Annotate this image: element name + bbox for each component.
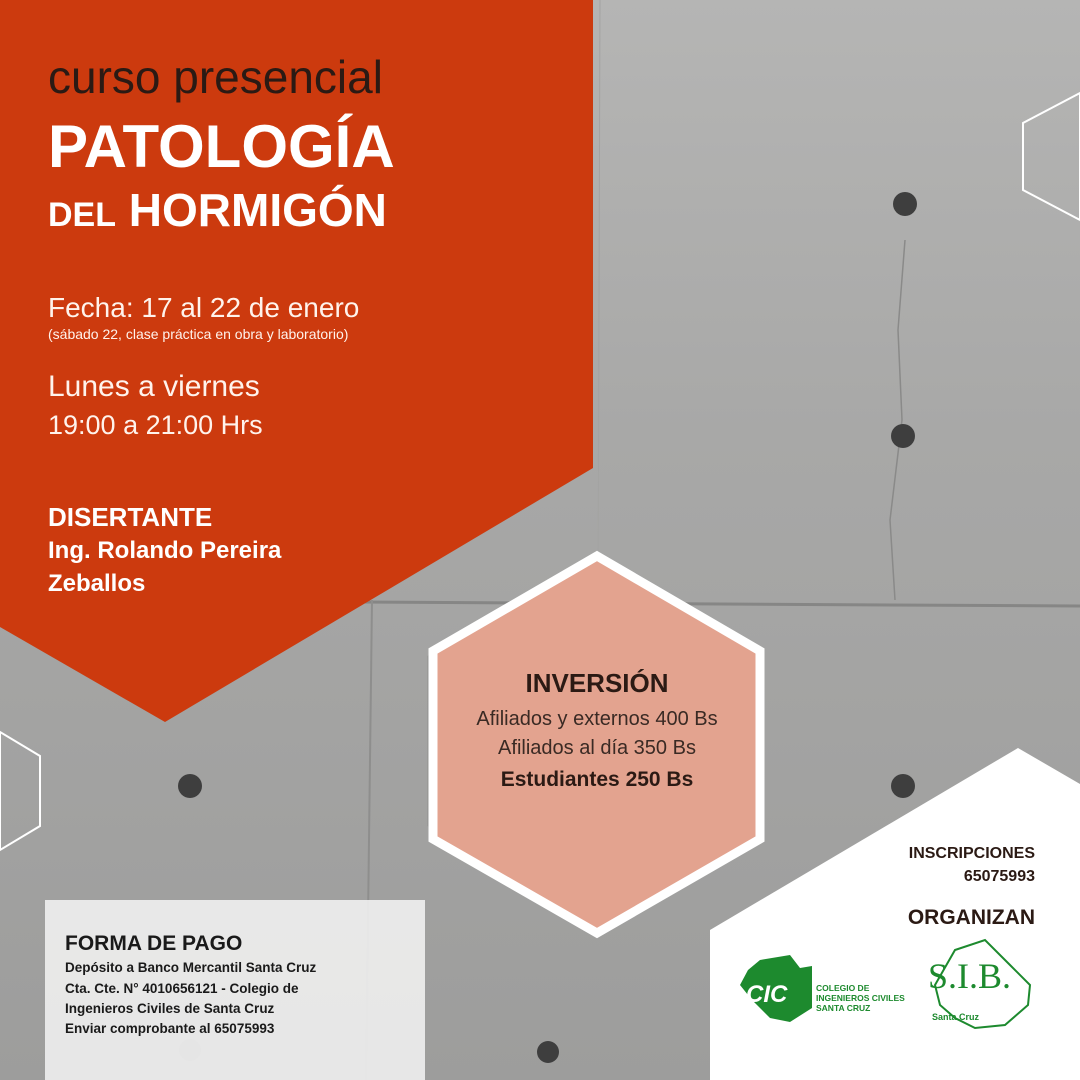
tie-hole (891, 774, 915, 798)
speaker-name: Ing. Rolando Pereira (48, 537, 282, 564)
organizers-label: ORGANIZAN (907, 906, 1035, 929)
investment-price-students: Estudiantes 250 Bs (500, 768, 694, 791)
investment-title: INVERSIÓN (525, 668, 669, 698)
outline-hexagon (0, 732, 40, 850)
tie-hole (893, 192, 917, 216)
speaker-name-line2: Zeballos (48, 570, 146, 597)
tie-hole (891, 424, 915, 448)
course-hours: 19:00 a 21:00 Hrs (48, 410, 263, 440)
course-date: Fecha: 17 al 22 de enero (48, 292, 360, 323)
sib-logo-text: S.I.B. (928, 956, 1012, 996)
speaker-heading: DISERTANTE (48, 502, 213, 532)
wall-crack (890, 240, 905, 600)
payment-line: Cta. Cte. N° 4010656121 - Colegio de (65, 981, 299, 996)
investment-price-affiliates-external: Afiliados y externos 400 Bs (476, 708, 718, 730)
registration-phone: 65075993 (963, 868, 1035, 885)
tie-hole (178, 774, 202, 798)
course-title: PATOLOGÍA (48, 113, 395, 180)
payment-heading: FORMA DE PAGO (65, 932, 243, 955)
payment-line: Ingenieros Civiles de Santa Cruz (65, 1001, 275, 1016)
outline-hexagon (1023, 93, 1080, 220)
investment-price-affiliates-current: Afiliados al día 350 Bs (498, 737, 696, 759)
course-days: Lunes a viernes (48, 370, 260, 403)
title-del: DEL (48, 196, 116, 234)
payment-line: Enviar comprobante al 65075993 (65, 1021, 275, 1036)
cic-logo-text: CIC (746, 981, 788, 1008)
title-hormigon: HORMIGÓN (128, 184, 387, 236)
payment-line: Depósito a Banco Mercantil Santa Cruz (65, 960, 317, 975)
tie-hole (537, 1041, 559, 1063)
sib-logo-subtitle: Santa Cruz (932, 1012, 980, 1022)
panel-seam (598, 0, 600, 600)
registration-label: INSCRIPCIONES (908, 845, 1035, 862)
cic-name: COLEGIO DE INGENIEROS CIVILES SANTA CRUZ (816, 983, 905, 1013)
course-title-line2 (48, 183, 387, 237)
course-type: curso presencial (48, 51, 383, 103)
course-date-note: (sábado 22, clase práctica en obra y laboratorio) (48, 326, 349, 342)
